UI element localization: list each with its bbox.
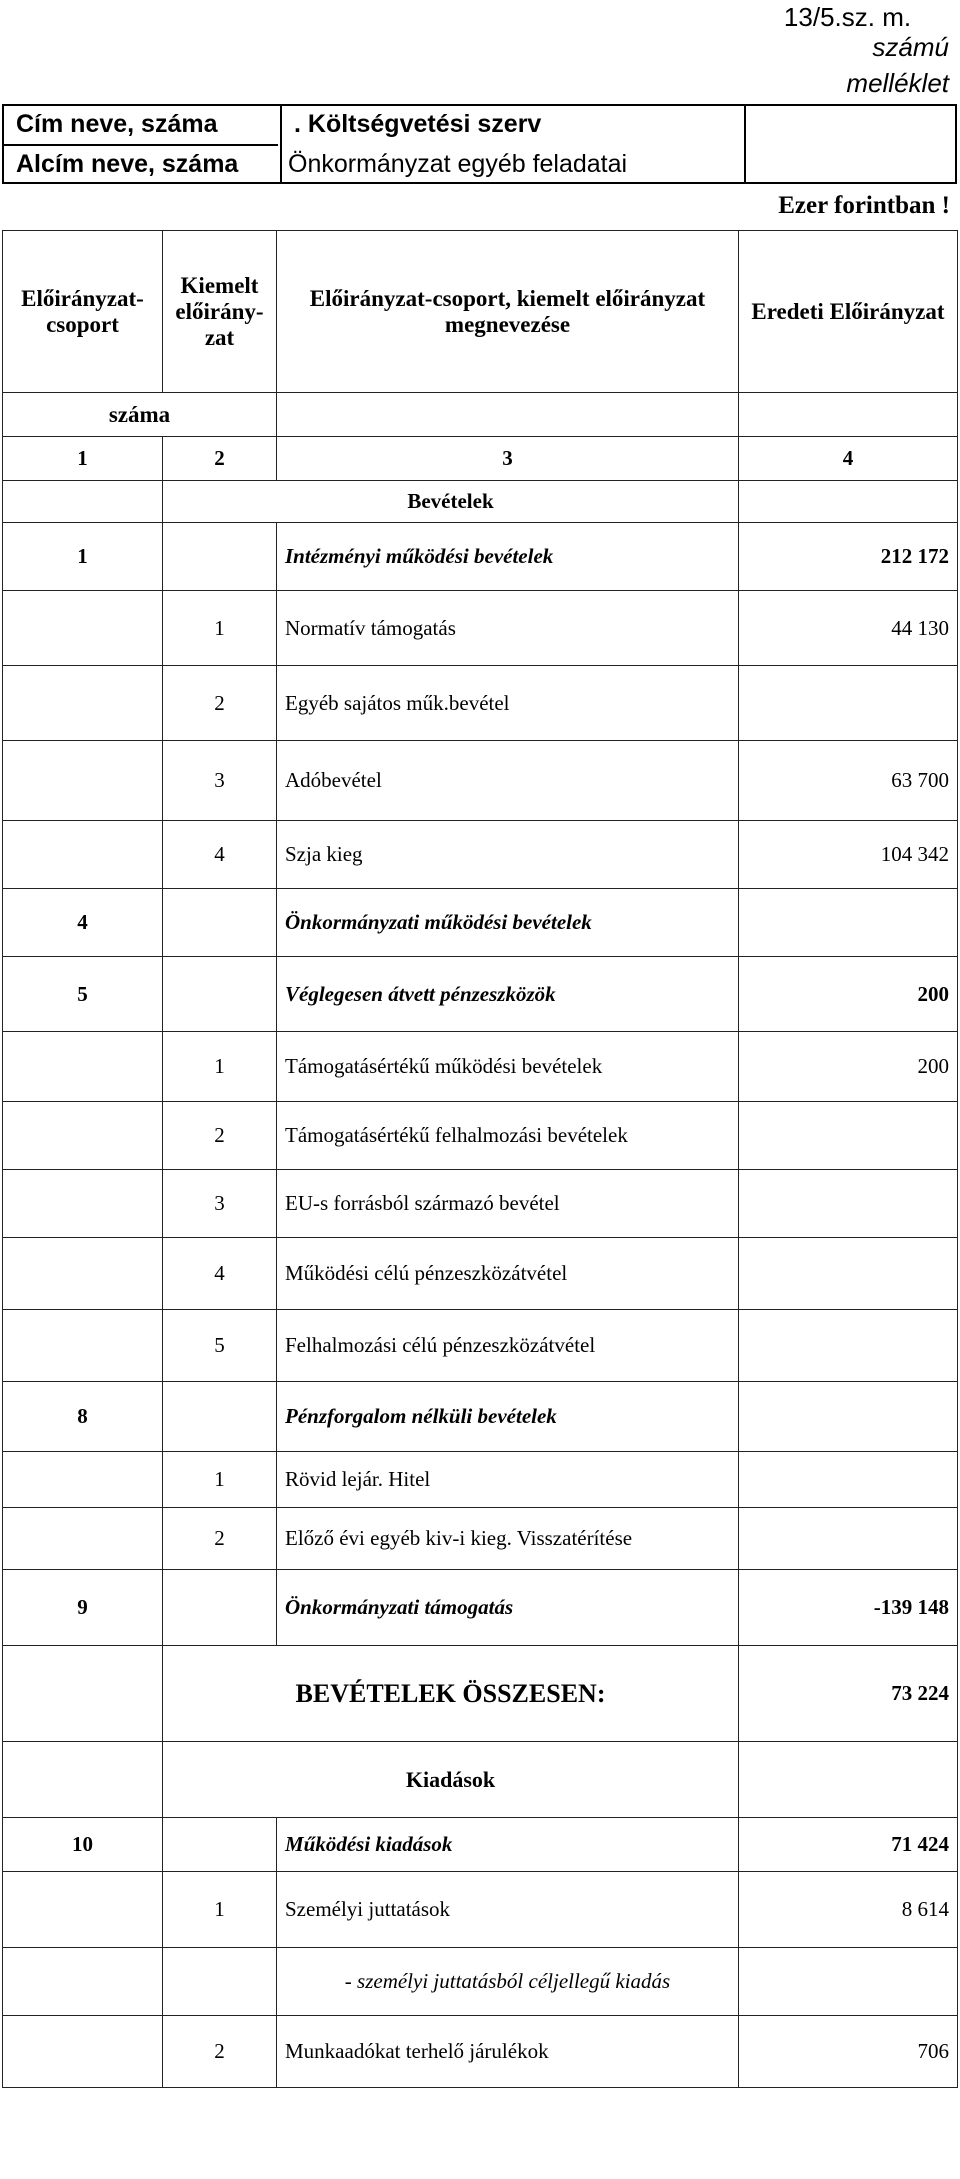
group-number <box>3 1452 163 1508</box>
group-number <box>3 666 163 741</box>
table-row <box>3 957 958 1032</box>
table-row <box>3 1872 958 1948</box>
item-name: Támogatásértékű felhalmozási bevételek <box>277 1102 739 1170</box>
item-name: Támogatásértékű működési bevételek <box>277 1032 739 1102</box>
unit-note: Ezer forintban ! <box>778 192 950 219</box>
appropriations-table <box>2 230 958 2088</box>
table-row <box>3 1170 958 1238</box>
item-name: Intézményi működési bevételek <box>277 523 739 591</box>
group-number: 8 <box>3 1382 163 1452</box>
group-number <box>3 1032 163 1102</box>
group-number <box>3 1238 163 1310</box>
group-number <box>3 1508 163 1570</box>
annex-number: 13/5.sz. m. <box>783 2 912 32</box>
szama-label: száma <box>3 393 277 437</box>
header-box <box>2 104 957 184</box>
item-value <box>739 889 958 957</box>
table-row <box>3 1382 958 1452</box>
group-number <box>3 1102 163 1170</box>
item-number <box>163 889 277 957</box>
item-value <box>739 1508 958 1570</box>
item-name: - személyi juttatásból céljellegű kiadás <box>277 1948 739 2016</box>
column-header-row <box>3 231 958 393</box>
total-label: BEVÉTELEK ÖSSZESEN: <box>163 1646 739 1742</box>
table-row <box>3 1948 958 2016</box>
table-row <box>3 1570 958 1646</box>
item-number <box>163 1948 277 2016</box>
item-name: Egyéb sajátos műk.bevétel <box>277 666 739 741</box>
group-number: 10 <box>3 1818 163 1872</box>
section-cell-empty <box>3 1742 163 1818</box>
item-name: EU-s forrásból származó bevétel <box>277 1170 739 1238</box>
table-row <box>3 666 958 741</box>
alcim-label: Alcím neve, száma <box>16 150 239 178</box>
item-number <box>163 523 277 591</box>
item-number: 3 <box>163 1170 277 1238</box>
col-number-1: 1 <box>3 437 163 481</box>
table-row <box>3 1818 958 1872</box>
item-name: Felhalmozási célú pénzeszközátvétel <box>277 1310 739 1382</box>
annex-melleklet: melléklet <box>846 68 949 98</box>
item-value: 44 130 <box>739 591 958 666</box>
item-number <box>163 1570 277 1646</box>
table-row <box>3 2016 958 2088</box>
item-value <box>739 1452 958 1508</box>
item-value <box>739 1102 958 1170</box>
item-value: 212 172 <box>739 523 958 591</box>
cim-label: Cím neve, száma <box>16 110 218 138</box>
item-name: Önkormányzati támogatás <box>277 1570 739 1646</box>
item-name: Előző évi egyéb kiv-i kieg. Visszatérítése <box>277 1508 739 1570</box>
item-number <box>163 1382 277 1452</box>
col-number-2: 2 <box>163 437 277 481</box>
group-number: 9 <box>3 1570 163 1646</box>
item-value: -139 148 <box>739 1570 958 1646</box>
item-number: 2 <box>163 1508 277 1570</box>
total-row <box>3 1646 958 1742</box>
item-name: Munkaadókat terhelő járulékok <box>277 2016 739 2088</box>
column-number-row <box>3 437 958 481</box>
cim-value: . Költségvetési szerv <box>294 110 542 138</box>
szama-row <box>3 393 958 437</box>
group-number <box>3 2016 163 2088</box>
item-name: Véglegesen átvett pénzeszközök <box>277 957 739 1032</box>
item-number: 2 <box>163 2016 277 2088</box>
item-value <box>739 1310 958 1382</box>
alcim-value: Önkormányzat egyéb feladatai <box>288 150 628 178</box>
table-row <box>3 1238 958 1310</box>
item-number: 2 <box>163 1102 277 1170</box>
table-row <box>3 1310 958 1382</box>
table-row <box>3 741 958 821</box>
annex-szamu: számú <box>872 32 949 62</box>
section-row-kiadasok <box>3 1742 958 1818</box>
table-row <box>3 889 958 957</box>
table-row <box>3 821 958 889</box>
item-name: Normatív támogatás <box>277 591 739 666</box>
item-number: 1 <box>163 1452 277 1508</box>
group-number <box>3 1948 163 2016</box>
col-number-4: 4 <box>739 437 958 481</box>
item-value: 63 700 <box>739 741 958 821</box>
col-number-3: 3 <box>277 437 739 481</box>
col-megnevezes: Előirányzat-csoport, kiemelt előirányzat megnevezése <box>277 231 739 393</box>
total-cell-empty <box>3 1646 163 1742</box>
table-row <box>3 1102 958 1170</box>
item-value: 71 424 <box>739 1818 958 1872</box>
item-number: 1 <box>163 591 277 666</box>
group-number: 4 <box>3 889 163 957</box>
group-number: 5 <box>3 957 163 1032</box>
item-value: 200 <box>739 957 958 1032</box>
table-row <box>3 591 958 666</box>
item-number: 4 <box>163 821 277 889</box>
group-number <box>3 1310 163 1382</box>
item-value <box>739 1238 958 1310</box>
item-value: 200 <box>739 1032 958 1102</box>
group-number <box>3 1170 163 1238</box>
item-name: Szja kieg <box>277 821 739 889</box>
item-value <box>739 1170 958 1238</box>
section-row-bevetelek <box>3 481 958 523</box>
item-number: 1 <box>163 1032 277 1102</box>
item-value <box>739 666 958 741</box>
item-value <box>739 1948 958 2016</box>
col-eloiranyzat-csoport: Előirányzat-csoport <box>3 231 163 393</box>
item-number <box>163 1818 277 1872</box>
table-row <box>3 1508 958 1570</box>
table-row <box>3 1032 958 1102</box>
group-number <box>3 741 163 821</box>
section-title-kiadasok: Kiadások <box>163 1742 739 1818</box>
col-kiemelt-eloiranyzat: Kiemelt előirány-zat <box>163 231 277 393</box>
item-value: 8 614 <box>739 1872 958 1948</box>
item-name: Adóbevétel <box>277 741 739 821</box>
item-name: Rövid lejár. Hitel <box>277 1452 739 1508</box>
col-eredeti-eloiranyzat: Eredeti Előirányzat <box>739 231 958 393</box>
table-row <box>3 1452 958 1508</box>
item-value: 706 <box>739 2016 958 2088</box>
item-number: 2 <box>163 666 277 741</box>
item-number: 3 <box>163 741 277 821</box>
item-name: Működési kiadások <box>277 1818 739 1872</box>
section-title-bevetelek: Bevételek <box>163 481 739 523</box>
item-name: Személyi juttatások <box>277 1872 739 1948</box>
item-name: Működési célú pénzeszközátvétel <box>277 1238 739 1310</box>
item-number: 5 <box>163 1310 277 1382</box>
item-number: 4 <box>163 1238 277 1310</box>
item-value <box>739 1382 958 1452</box>
table-row <box>3 523 958 591</box>
item-number: 1 <box>163 1872 277 1948</box>
item-name: Pénzforgalom nélküli bevételek <box>277 1382 739 1452</box>
group-number <box>3 1872 163 1948</box>
item-name: Önkormányzati működési bevételek <box>277 889 739 957</box>
item-value: 104 342 <box>739 821 958 889</box>
total-value: 73 224 <box>739 1646 958 1742</box>
section-cell-empty <box>739 1742 958 1818</box>
item-number <box>163 957 277 1032</box>
group-number <box>3 591 163 666</box>
group-number: 1 <box>3 523 163 591</box>
group-number <box>3 821 163 889</box>
